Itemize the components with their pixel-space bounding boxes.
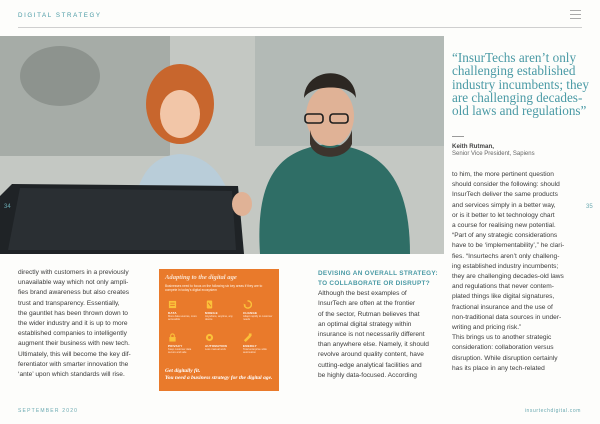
text-line: ‘ante’ upon which standards will rise.: [18, 371, 125, 379]
text-line: has its place in any tech-related: [452, 364, 545, 372]
mobile-icon: [205, 300, 214, 309]
text-line: unavailable way which not only ampli-: [18, 279, 129, 287]
infobox-item-change: CHANGE Adapt rapidly to customer needs: [243, 300, 273, 322]
text-line: ing established industry incumbents;: [452, 262, 559, 270]
pull-quote-divider: [452, 136, 464, 137]
text-line: non-traditional data sources in under-: [452, 313, 562, 321]
text-line: to him, the more pertinent question: [452, 171, 554, 178]
header-divider: [18, 27, 582, 28]
infobox-item-data: DATA More data sources, more accessible: [168, 300, 198, 322]
change-icon: [243, 300, 252, 309]
body-column-1: [18, 268, 154, 380]
text-line: be highly data-focused. According: [318, 371, 417, 379]
text-line: an optimal digital strategy within: [318, 320, 412, 328]
text-line: trust and transparency. Essentially,: [18, 299, 120, 307]
section-heading: DEVISING AN OVERALL STRATEGY: TO COLLABORATE OR DISRUPT?: [318, 270, 438, 287]
infobox-item-privacy: PRIVACY Keep customer data secure and safe: [168, 333, 198, 355]
text-line: than anywhere else. Namely, it should: [318, 341, 429, 349]
body-column-4: [452, 170, 592, 374]
text-line: cutting-edge analytical facilities and: [318, 361, 422, 369]
footer-website[interactable]: insurtechdigital.com: [524, 408, 581, 414]
text-line: of the sector, Rutman believes that: [318, 310, 420, 318]
text-line: insurance is not necessarily different: [318, 331, 425, 338]
text-line: established companies to intelligently: [18, 330, 127, 338]
text-line: consideration: collaboration versus: [452, 344, 554, 352]
text-line: InsurTech deliver the same products: [452, 191, 558, 199]
text-line: “Part of any strategic considerations: [452, 232, 558, 240]
text-line: augment their business with new tech.: [18, 340, 130, 348]
infobox-footer: Get digitally fit. You need a business strategy for the digital age.: [165, 368, 273, 381]
page-number-left: 34: [4, 204, 11, 210]
text-line: plated things like digital signatures,: [452, 293, 555, 301]
body-column-3: [318, 269, 443, 381]
text-line: directly with customers in a previously: [18, 269, 129, 276]
woman-and-man-at-computer-photo: [0, 36, 444, 254]
text-line: have to be ‘implementability’,” he clari-: [452, 242, 565, 250]
footer-issue-date: SEPTEMBER 2020: [18, 408, 79, 414]
text-line: and services simply in a better way,: [452, 201, 556, 209]
text-line: ferentiator with smarter innovation the: [18, 360, 129, 368]
data-icon: [168, 300, 177, 309]
text-line: the wider industry and it is up to more: [18, 320, 128, 328]
page-number-right: 35: [586, 204, 593, 210]
text-line: disruption. While disruption certainly: [452, 354, 558, 362]
text-line: fractional insurance and the use of: [452, 303, 553, 311]
text-line: fies. “Insurtechs aren’t only challeng-: [452, 252, 560, 260]
hamburger-menu-icon[interactable]: [570, 10, 581, 20]
text-line: writing and pricing risk.”: [452, 324, 522, 332]
automation-icon: [205, 333, 214, 342]
infobox-item-energy: ENERGY Total enterprise wide automation: [243, 333, 273, 355]
privacy-icon: [168, 333, 177, 342]
infobox-item-automation: AUTOMATION Less manual work: [205, 333, 235, 351]
text-line: or is it better to let technology chart: [452, 211, 555, 219]
infobox-title: Adapting to the digital age: [165, 274, 237, 281]
text-line: and regulations that never contem-: [452, 283, 554, 291]
infobox-item-mobile: MOBILE Anywhere, anytime, any device: [205, 300, 235, 322]
energy-icon: [243, 333, 252, 342]
infobox-intro: Businesses need to focus on the following six key areas if they are to compete in today’s digital ecosystem: [165, 284, 263, 292]
text-line: This brings us to another strategic: [452, 334, 552, 342]
quote-attribution-title: Senior Vice President, Sapiens: [452, 151, 535, 157]
sidebar-infobox: [159, 269, 279, 391]
text-line: should consider the following: should: [452, 181, 560, 189]
text-line: Ultimately, this will become the key dif-: [18, 350, 131, 358]
text-line: they are challenging decades-old laws: [452, 273, 564, 281]
pull-quote: “InsurTechs aren’t only challenging established industry incumbents; they are challenging decades-old laws and regulations”: [452, 50, 589, 119]
quote-attribution-name: Keith Rutman,: [452, 143, 494, 150]
text-line: the gauntlet has been thrown down to: [18, 309, 128, 317]
text-line: fies brand awareness but also creates: [18, 289, 130, 297]
text-line: InsurTech are often at the frontier: [318, 300, 416, 308]
text-line: revolve around quality content, have: [318, 351, 424, 359]
text-line: Although the best examples of: [318, 290, 407, 298]
text-line: a course for realising new potential.: [452, 222, 556, 230]
section-label: DIGITAL STRATEGY: [18, 12, 102, 19]
